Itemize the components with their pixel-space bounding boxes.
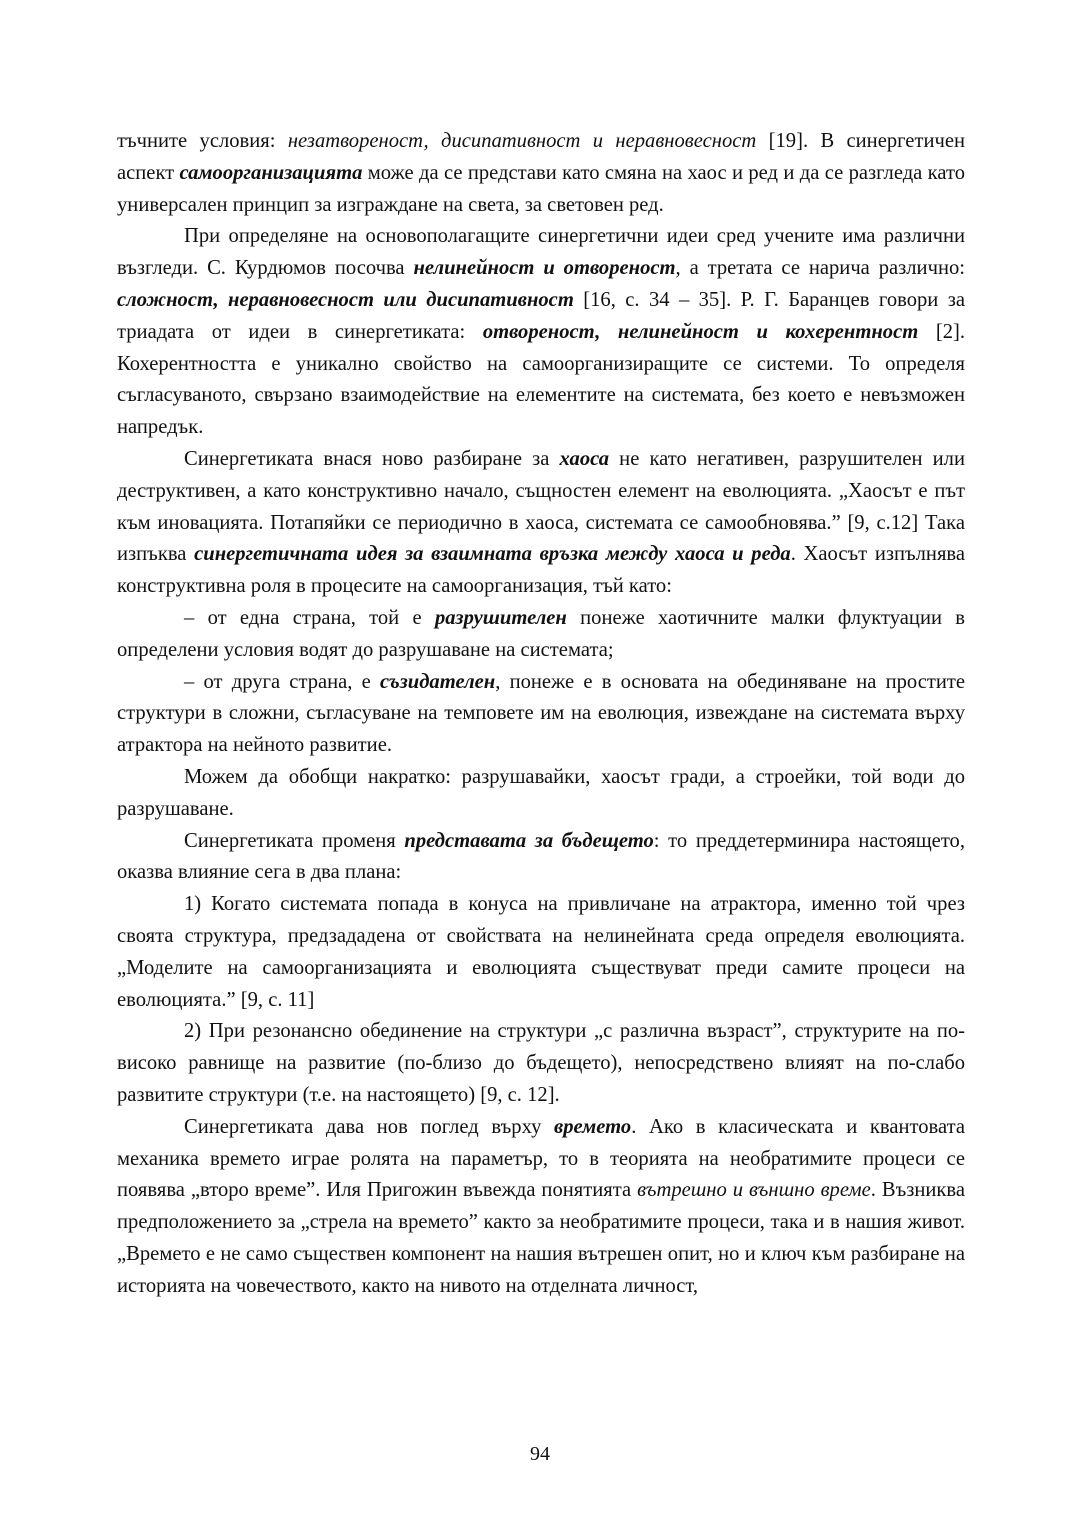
paragraph bbox=[117, 1112, 965, 1303]
emphasis-bold-italic: времето bbox=[554, 1115, 632, 1138]
emphasis-bold-italic: представата за бъдещето bbox=[404, 829, 654, 852]
text-run: [19]. В синергетичен аспект bbox=[117, 130, 965, 184]
text-run: 1) Когато системата попада в конуса на привличане на атрактора, именно той чрез своята структура, предзададена от свойствата на нелинейната среда определя еволюцията. „Моделите на самоорганизацията и еволюцията съществуват преди самите процеси на еволюцията.” [9, с. 11] bbox=[117, 893, 965, 1011]
emphasis-italic: вътрешно и външно време bbox=[637, 1179, 871, 1202]
body-text bbox=[117, 126, 965, 1302]
emphasis-italic: незатвореност, дисипативност и неравновесност bbox=[287, 130, 757, 152]
text-run: тъчните условия: bbox=[117, 130, 288, 152]
text-run: – от една страна, той е bbox=[184, 606, 435, 629]
paragraph bbox=[117, 221, 965, 444]
paragraph bbox=[117, 444, 965, 603]
text-run: [16, с. 34 – 35]. Р. Г. Баранцев говори за триадата от идеи в синергетиката: bbox=[117, 288, 966, 343]
paragraph bbox=[117, 126, 965, 221]
text-run: – от друга страна, е bbox=[184, 670, 380, 693]
text-run: може да се представи като смяна на хаос и ред и да се разгледа като универсален принцип за изграждане на света, за световен ред. bbox=[117, 161, 965, 216]
emphasis-bold-italic: съзидателен bbox=[379, 670, 496, 693]
text-run: . Възниква предположението за „стрела на времето” както за необратимите процеси, така и в нашия живот. „Времето е не само съществен компонент на нашия вътрешен опит, но и ключ към разбиране на историята на човечеството, както на нивото на отделната личност, bbox=[117, 1179, 966, 1297]
paragraph bbox=[117, 603, 965, 667]
paragraph bbox=[117, 826, 965, 890]
page-number: 94 bbox=[530, 1443, 550, 1465]
text-run: , а третата се нарича различно: bbox=[675, 257, 965, 280]
text-run: Синергетиката внася ново разбиране за bbox=[184, 447, 560, 470]
text-run: Синергетиката променя bbox=[184, 829, 405, 852]
text-run: . Хаосът изпълнява конструктивна роля в процесите на самоорганизация, тъй като: bbox=[117, 543, 966, 598]
paragraph bbox=[117, 762, 965, 826]
text-run: понеже хаотичните малки флуктуации в определени условия водят до разрушаване на системата; bbox=[117, 606, 966, 661]
emphasis-bold-italic: сложност, неравновесност или дисипативност bbox=[117, 288, 574, 311]
emphasis-bold-italic: отвореност, нелинейност и кохерентност bbox=[482, 320, 919, 343]
emphasis-bold-italic: разрушителен bbox=[434, 606, 567, 629]
paragraph bbox=[117, 667, 965, 762]
text-run: При определяне на основополагащите синергетични идеи сред учените има различни възгледи. С. Курдюмов посочва bbox=[117, 225, 965, 280]
text-run: . Ако в класическата и квантовата механика времето играе ролята на параметър, то в теорията на необратимите процеси се появява „второ време”. Иля Пригожин въвежда понятията bbox=[117, 1115, 965, 1202]
text-run: Можем да обобщи накратко: разрушавайки, хаосът гради, а строейки, той води до разрушаване. bbox=[117, 765, 965, 820]
text-run: Синергетиката дава нов поглед върху bbox=[184, 1115, 555, 1138]
text-run: не като негативен, разрушителен или деструктивен, а като конструктивно начало, същностен елемент на еволюцията. „Хаосът е път към иновацията. Потапяйки се периодично в хаоса, системата се самообновява.” [9, с.12] Така изпъква bbox=[117, 447, 965, 566]
emphasis-bold-italic: синергетичната идея за взаимната връзка между хаоса и реда bbox=[194, 543, 791, 566]
paragraph bbox=[117, 1016, 965, 1111]
emphasis-bold-italic: хаоса bbox=[559, 447, 610, 470]
text-run: [2]. Кохерентността е уникално свойство на самоорганизиращите се системи. То определя съгласуваното, свързано взаимодействие на елементите на системата, без което е невъзможен напредък. bbox=[117, 320, 965, 439]
text-run: : то преддетерминира настоящето, оказва влияние сега в два плана: bbox=[117, 829, 965, 884]
paragraph bbox=[117, 889, 965, 1016]
text-run: , понеже е в основата на обединяване на простите структури в сложни, съгласуване на темповете им на еволюция, извеждане на системата върху атрактора на нейното развитие. bbox=[117, 670, 965, 757]
emphasis-bold-italic: самоорганизацията bbox=[179, 161, 363, 184]
emphasis-bold-italic: нелинейност и отвореност bbox=[413, 257, 676, 280]
text-run: 2) При резонансно обединение на структури „с различна възраст”, структурите на по-високо равнище на развитие (по-близо до бъдещето), непосредствено влияят на по-слабо развитите структури (т.е. на настоящето) [9, с. 12]. bbox=[117, 1020, 965, 1106]
